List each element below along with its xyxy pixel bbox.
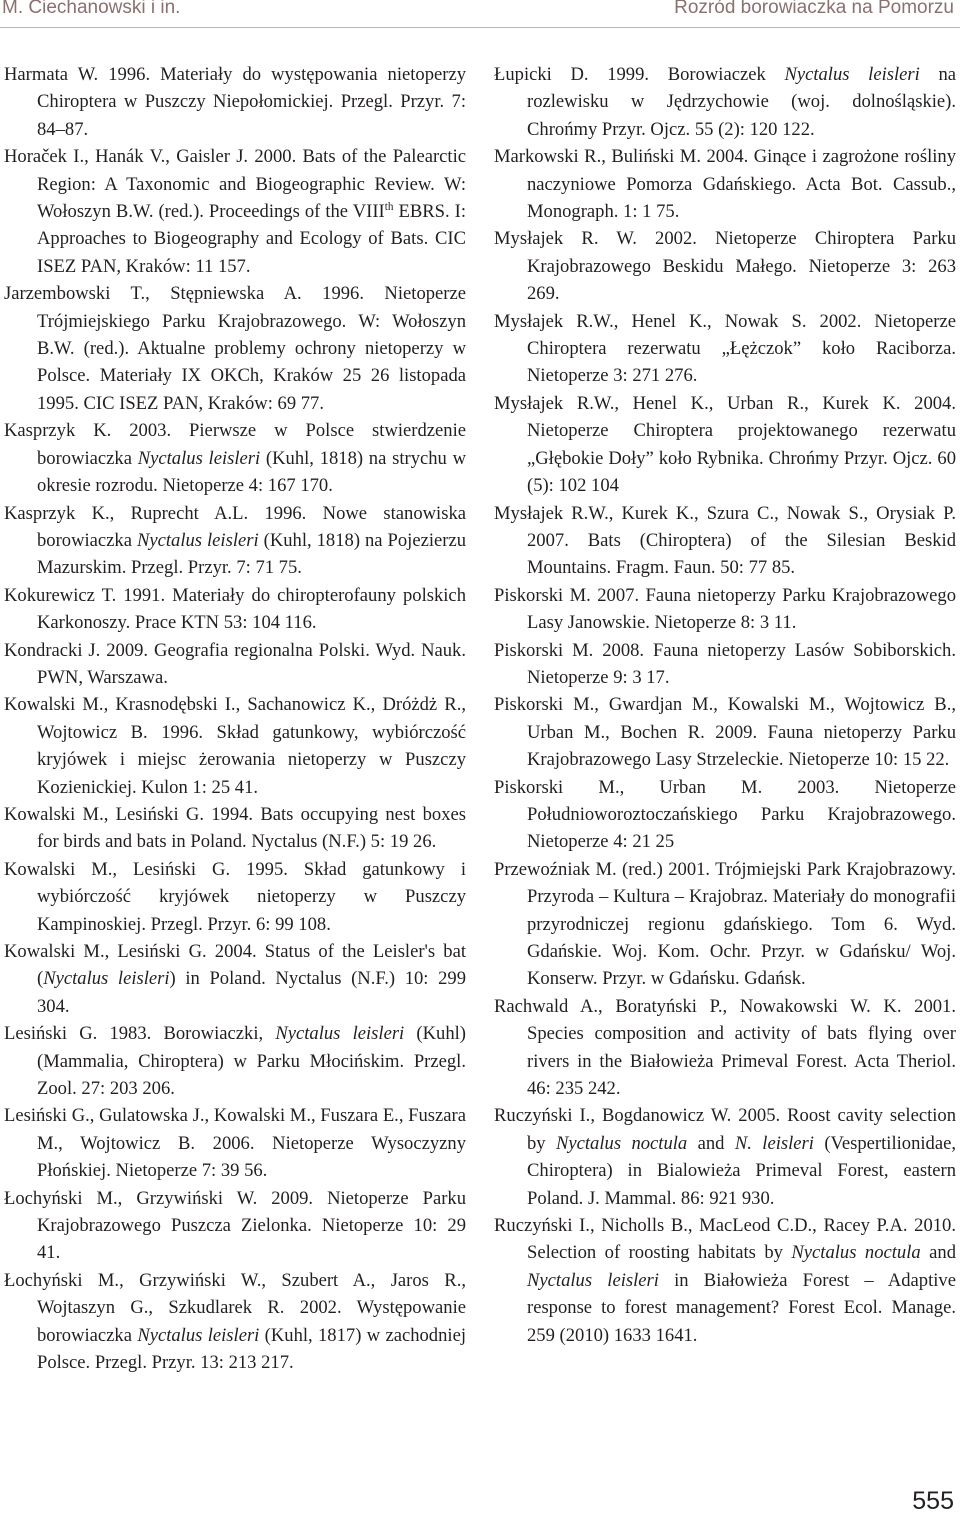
reference-entry: Rachwald A., Boratyński P., Nowakowski W. K. 2001. Species composition and activity of bats flying over rivers in the Białowieża Primeval Forest. Acta Theriol. 46: 235 242.	[494, 995, 956, 1100]
reference-entry: Lesiński G., Gulatowska J., Kowalski M., Fuszara E., Fuszara M., Wojtowicz B. 2006. Nietoperze Wysoczyzny Płońskiej. Nietoperze 7: 39 56.	[4, 1105, 466, 1182]
reference-entry: Piskorski M. 2007. Fauna nietoperzy Parku Krajobrazowego Lasy Janowskie. Nietoperze 8: 3 11.	[494, 584, 956, 634]
reference-entry: Mysłajek R. W. 2002. Nietoperze Chiroptera Parku Krajobrazowego Beskidu Małego. Nietoperze 3: 263 269.	[494, 228, 956, 305]
header-authors: M. Ciechanowski i in.	[2, 0, 181, 18]
reference-entry: Łochyński M., Grzywiński W. 2009. Nietoperze Parku Krajobrazowego Puszcza Zielonka. Nietoperze 10: 29 41.	[4, 1187, 466, 1264]
references-right-column	[494, 61, 956, 1349]
reference-entry: Kasprzyk K. 2003. Pierwsze w Polsce stwierdzenie borowiaczka Nyctalus leisleri (Kuhl, 1818) na strychu w okresie rozrodu. Nietoperze 4: 167 170.	[4, 420, 466, 497]
reference-entry: Kowalski M., Lesiński G. 1994. Bats occupying nest boxes for birds and bats in Poland. Nyctalus (N.F.) 5: 19 26.	[4, 803, 466, 853]
reference-entry: Piskorski M. 2008. Fauna nietoperzy Lasów Sobiborskich. Nietoperze 9: 3 17.	[494, 639, 956, 688]
reference-entry: Kokurewicz T. 1991. Materiały do chiropterofauny polskich Karkonoszy. Prace KTN 53: 104 116.	[4, 584, 466, 634]
reference-entry: Mysłajek R.W., Kurek K., Szura C., Nowak S., Orysiak P. 2007. Bats (Chiroptera) of the Silesian Beskid Mountains. Fragm. Faun. 50: 77 85.	[494, 502, 956, 579]
reference-entry: Ruczyński I., Nicholls B., MacLeod C.D., Racey P.A. 2010. Selection of roosting habitats by Nyctalus noctula and Nyctalus leisleri in Białowieża Forest – Adaptive response to forest management? Forest Ecol. Manage. 259 (2010) 1633 1641.	[494, 1215, 956, 1346]
reference-entry: Kowalski M., Lesiński G. 1995. Skład gatunkowy i wybiórczość kryjówek nietoperzy w Puszczy Kampinoskiej. Przegl. Przyr. 6: 99 108.	[4, 858, 466, 935]
reference-entry: Piskorski M., Gwardjan M., Kowalski M., Wojtowicz B., Urban M., Bochen R. 2009. Fauna nietoperzy Parku Krajobrazowego Lasy Strzeleckie. Nietoperze 10: 15 22.	[494, 694, 956, 771]
reference-entry: Kowalski M., Krasnodębski I., Sachanowicz K., Dróżdż R., Wojtowicz B. 1996. Skład gatunkowy, wybiórczość kryjówek i miejsc żerowania nietoperzy w Puszczy Kozienickiej. Kulon 1: 25 41.	[4, 694, 466, 798]
reference-entry: Lesiński G. 1983. Borowiaczki, Nyctalus leisleri (Kuhl) (Mammalia, Chiroptera) w Parku Młocińskim. Przegl. Zool. 27: 203 206.	[4, 1023, 466, 1100]
header-title: Rozród borowiaczka na Pomorzu	[674, 0, 954, 18]
reference-entry: Łochyński M., Grzywiński W., Szubert A., Jaros R., Wojtaszyn G., Szkudlarek R. 2002. Występowanie borowiaczka Nyctalus leisleri (Kuhl, 1817) w zachodniej Polsce. Przegl. Przyr. 13: 213 217.	[4, 1269, 466, 1374]
reference-entry: Piskorski M., Urban M. 2003. Nietoperze Południoworoztoczańskiego Parku Krajobrazowego. Nietoperze 4: 21 25	[494, 776, 956, 853]
reference-entry: Przewoźniak M. (red.) 2001. Trójmiejski Park Krajobrazowy. Przyroda – Kultura – Krajobraz. Materiały do monografii przyrodniczej regionu gdańskiego. Tom 6. Wyd. Gdańskie. Woj. Kom. Ochr. Przyr. w Gdańsku/ Woj. Konserw. Przyr. w Gdańsku. Gdańsk.	[494, 858, 956, 990]
reference-entry: Łupicki D. 1999. Borowiaczek Nyctalus leisleri na rozlewisku w Jędrzychowie (woj. dolnośląskie). Chrońmy Przyr. Ojcz. 55 (2): 120 122.	[494, 64, 956, 140]
references-left-column	[4, 61, 466, 1377]
running-header	[0, 0, 960, 26]
reference-entry: Ruczyński I., Bogdanowicz W. 2005. Roost cavity selection by Nyctalus noctula and N. leisleri (Vespertilionidae, Chiroptera) in Bialowieża Primeval Forest, eastern Poland. J. Mammal. 86: 921 930.	[494, 1105, 956, 1209]
reference-entry: Kowalski M., Lesiński G. 2004. Status of the Leisler's bat (Nyctalus leisleri) in Poland. Nyctalus (N.F.) 10: 299 304.	[4, 941, 466, 1017]
reference-entry: Horaček I., Hanák V., Gaisler J. 2000. Bats of the Palearctic Region: A Taxonomic and Biogeographic Review. W: Wołoszyn B.W. (red.). Proceedings of the VIIIth EBRS. I: Approaches to Biogeography and Ecology of Bats. CIC ISEZ PAN, Kraków: 11 157.	[4, 146, 466, 277]
reference-entry: Mysłajek R.W., Henel K., Urban R., Kurek K. 2004. Nietoperze Chiroptera projektowanego rezerwatu „Głębokie Doły” koło Rybnika. Chrońmy Przyr. Ojcz. 60 (5): 102 104	[494, 392, 956, 497]
reference-entry: Kasprzyk K., Ruprecht A.L. 1996. Nowe stanowiska borowiaczka Nyctalus leisleri (Kuhl, 1818) na Pojezierzu Mazurskim. Przegl. Przyr. 7: 71 75.	[4, 502, 466, 579]
reference-entry: Kondracki J. 2009. Geografia regionalna Polski. Wyd. Nauk. PWN, Warszawa.	[4, 639, 466, 688]
page-number: 555	[912, 1487, 954, 1515]
header-divider	[0, 27, 960, 28]
reference-entry: Harmata W. 1996. Materiały do występowania nietoperzy Chiroptera w Puszczy Niepołomickiej. Przegl. Przyr. 7: 84–87.	[4, 64, 466, 140]
reference-entry: Jarzembowski T., Stępniewska A. 1996. Nietoperze Trójmiejskiego Parku Krajobrazowego. W: Wołoszyn B.W. (red.). Aktualne problemy ochrony nietoperzy w Polsce. Materiały IX OKCh, Kraków 25 26 listopada 1995. CIC ISEZ PAN, Kraków: 69 77.	[4, 283, 466, 414]
reference-entry: Markowski R., Buliński M. 2004. Ginące i zagrożone rośliny naczyniowe Pomorza Gdańskiego. Acta Bot. Cassub., Monograph. 1: 1 75.	[494, 146, 956, 223]
reference-entry: Mysłajek R.W., Henel K., Nowak S. 2002. Nietoperze Chiroptera rezerwatu „Łężczok” koło Raciborza. Nietoperze 3: 271 276.	[494, 310, 956, 387]
